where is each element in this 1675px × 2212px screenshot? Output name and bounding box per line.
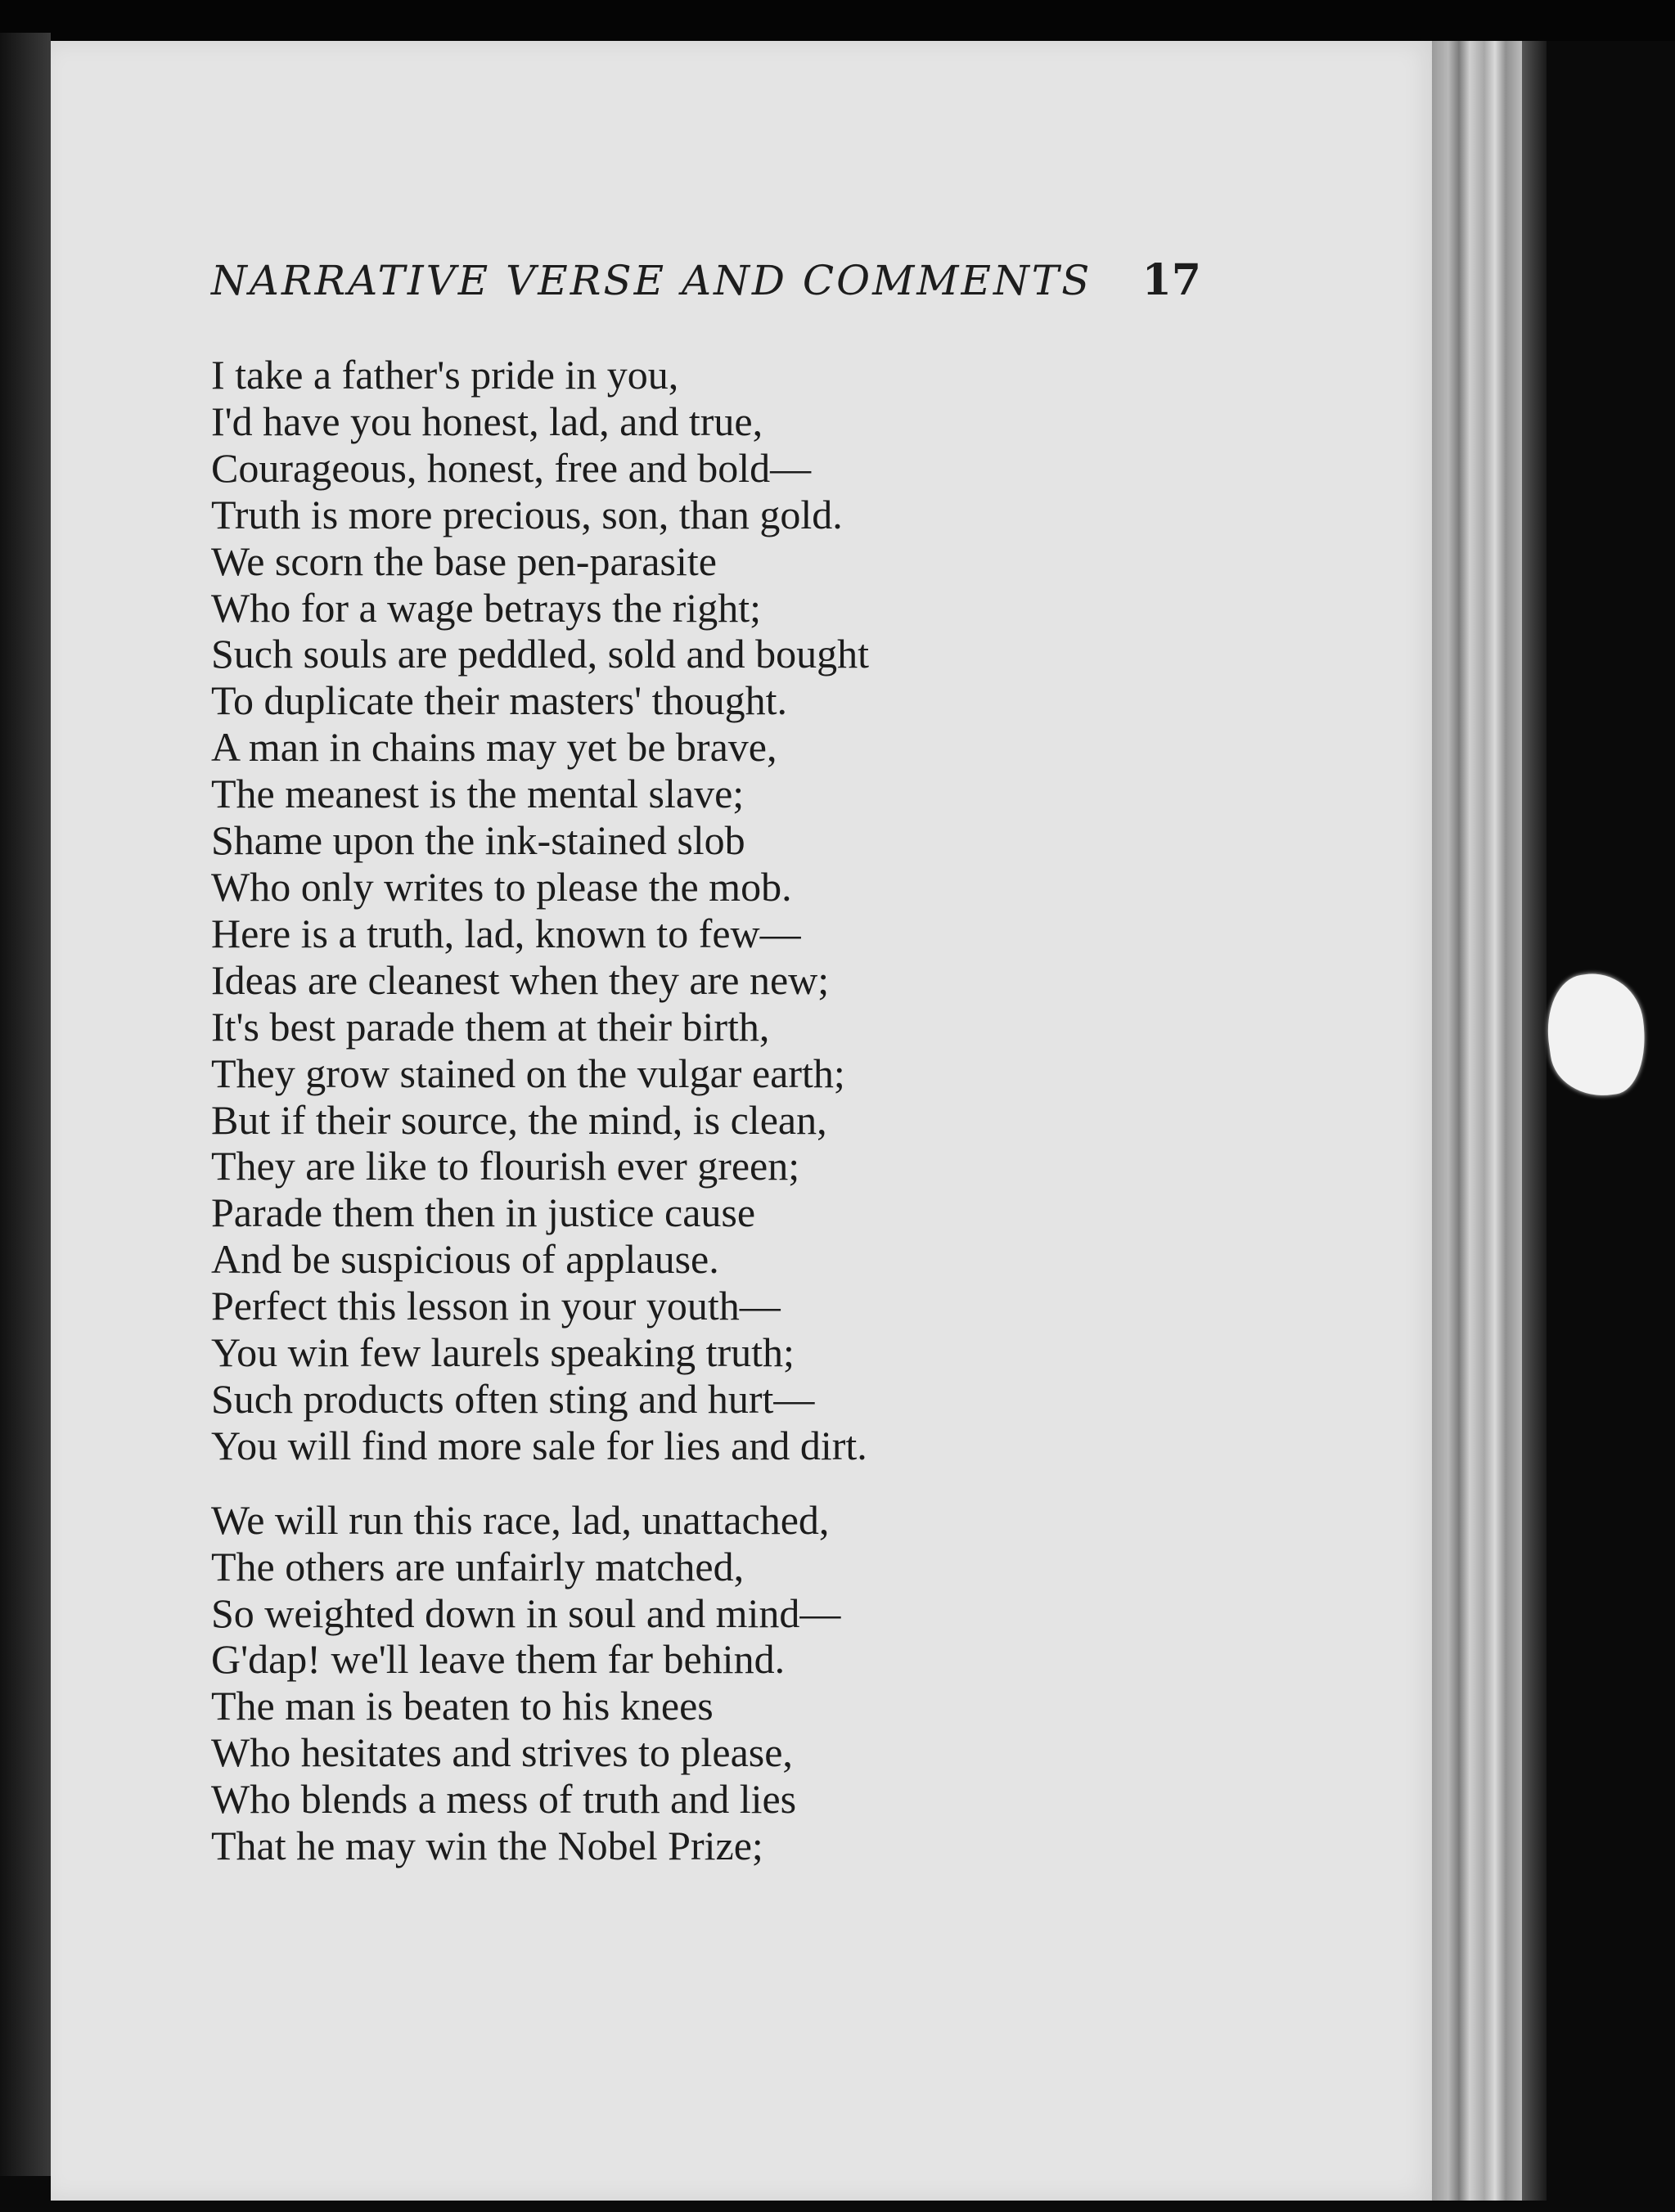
- scan-border-top: [0, 0, 1675, 41]
- poem-line: To duplicate their masters' thought.: [211, 677, 787, 724]
- poem-line: I take a father's pride in you,: [211, 352, 679, 398]
- scan-blemish: [1540, 968, 1653, 1103]
- poem-line: Who hesitates and strives to please,: [211, 1729, 793, 1776]
- poem-line: That he may win the Nobel Prize;: [211, 1823, 763, 1869]
- poem-line: The man is beaten to his knees: [211, 1683, 714, 1729]
- poem-line: You win few laurels speaking truth;: [211, 1329, 795, 1376]
- running-head: [211, 255, 1201, 312]
- poem-line: Perfect this lesson in your youth—: [211, 1283, 781, 1329]
- poem-line: Parade them then in justice cause: [211, 1189, 756, 1236]
- poem-line: We will run this race, lad, unattached,: [211, 1496, 830, 1543]
- poem-line: Such souls are peddled, sold and bought: [211, 631, 870, 677]
- poem-line: I'd have you honest, lad, and true,: [211, 398, 763, 444]
- poem-line: Who blends a mess of truth and lies: [211, 1776, 797, 1823]
- page-stack-edge: [1432, 41, 1522, 2201]
- poem-line: It's best parade them at their birth,: [211, 1003, 770, 1050]
- running-head-title: NARRATIVE VERSE AND COMMENTS: [211, 257, 1092, 304]
- poem-line: But if their source, the mind, is clean,: [211, 1096, 827, 1143]
- poem-line: So weighted down in soul and mind—: [211, 1589, 841, 1636]
- facing-page-edge: [0, 33, 51, 2176]
- poem-line: They grow stained on the vulgar earth;: [211, 1050, 845, 1096]
- poem-line: Who for a wage betrays the right;: [211, 584, 761, 631]
- book-cover-edge: [1522, 41, 1547, 2201]
- poem-line: The meanest is the mental slave;: [211, 771, 745, 817]
- poem-line: And be suspicious of applause.: [211, 1236, 719, 1283]
- page-number: 17: [1141, 255, 1201, 305]
- stanza-1: [211, 352, 1218, 1469]
- stanza-2: [211, 1497, 1218, 1869]
- poem-line: The others are unfairly matched,: [211, 1543, 745, 1589]
- poem-line: Here is a truth, lad, known to few—: [211, 910, 801, 956]
- poem-line: Courageous, honest, free and bold—: [211, 444, 812, 491]
- poem-line: We scorn the base pen-parasite: [211, 537, 717, 584]
- poem-line: They are like to flourish ever green;: [211, 1143, 800, 1189]
- poem-line: Shame upon the ink-stained slob: [211, 817, 745, 864]
- poem-line: Such products often sting and hurt—: [211, 1375, 815, 1422]
- poem-line: Who only writes to please the mob.: [211, 863, 792, 910]
- poem-line: G'dap! we'll leave them far behind.: [211, 1636, 786, 1683]
- poem-line: Ideas are cleanest when they are new;: [211, 956, 830, 1003]
- poem-line: A man in chains may yet be brave,: [211, 724, 777, 771]
- poem-line: Truth is more precious, son, than gold.: [211, 491, 843, 537]
- poem-body: [211, 352, 1218, 1869]
- poem-line: You will find more sale for lies and dirt.: [211, 1422, 867, 1468]
